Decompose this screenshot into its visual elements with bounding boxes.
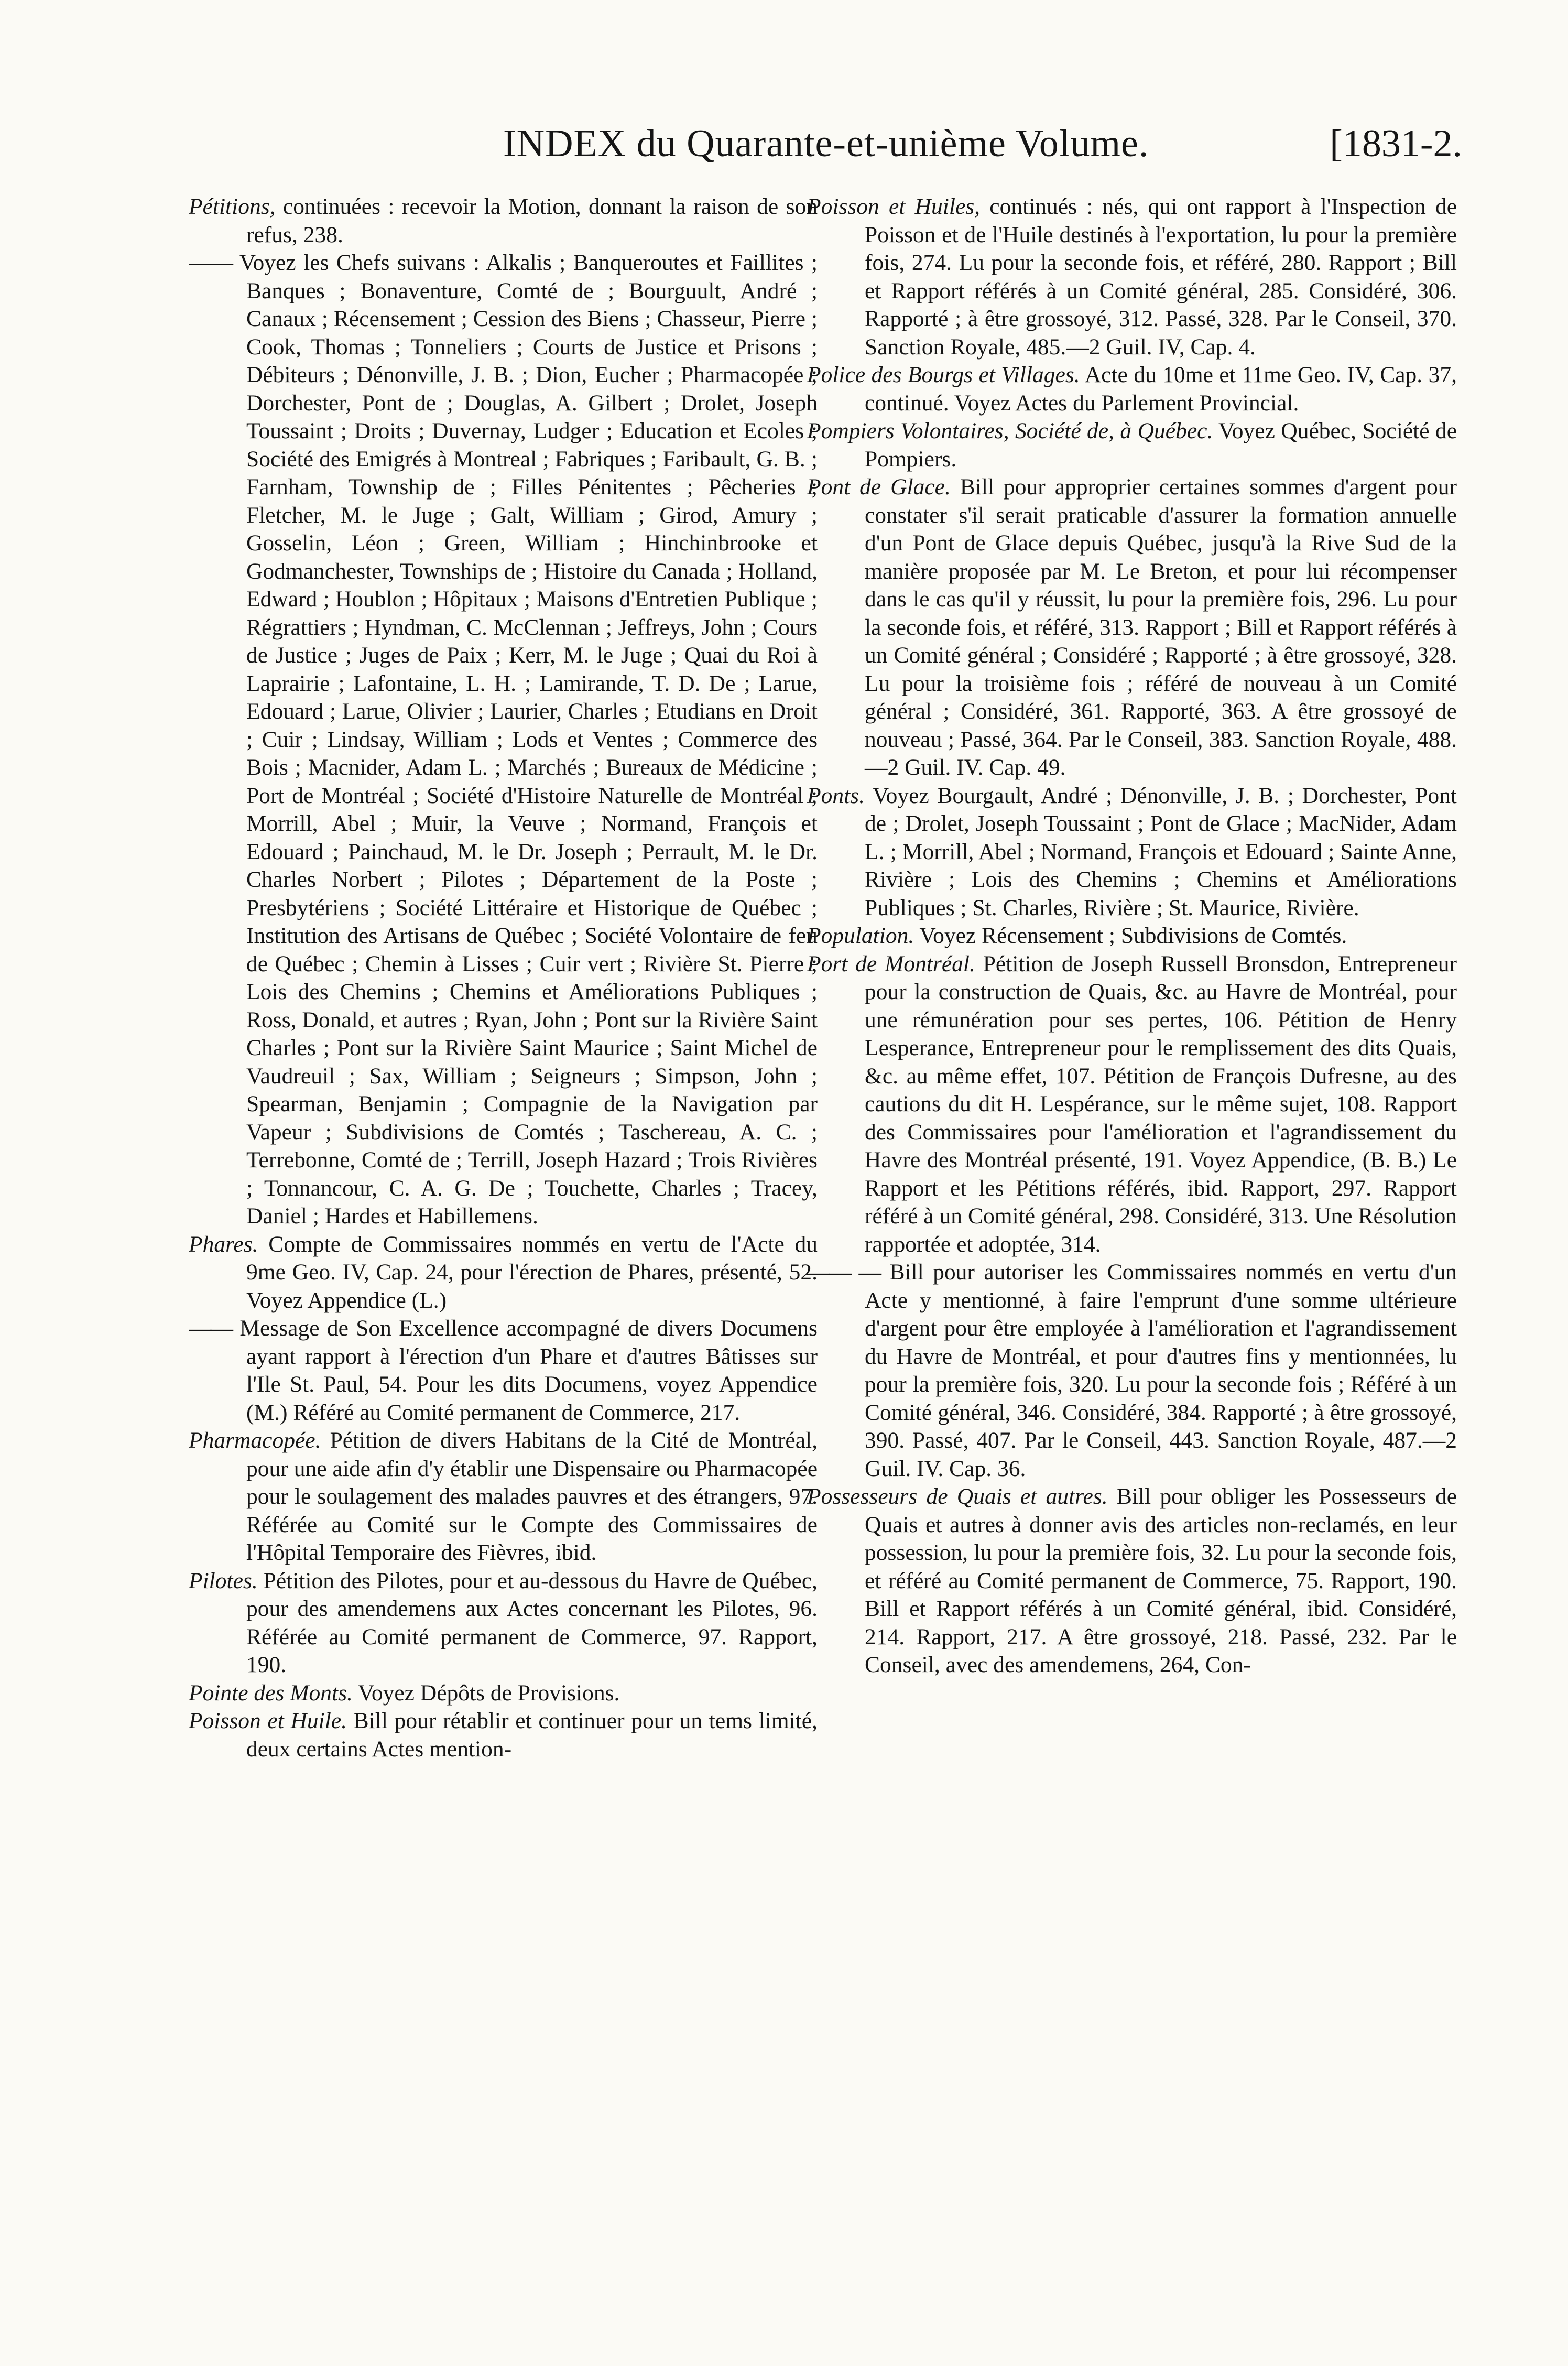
entry-head: Police des Bourgs et Villages. — [807, 362, 1080, 387]
entry-head: Possesseurs de Quais et autres. — [807, 1484, 1108, 1509]
index-entry — [189, 1707, 818, 1763]
left-column — [189, 193, 818, 2321]
entry-head: Population. — [807, 923, 914, 948]
entry-head: Port de Montréal. — [807, 951, 975, 976]
index-entry — [189, 1231, 818, 1315]
index-entry — [807, 922, 1457, 950]
entry-text: Voyez Québec, Société de Pompiers. — [865, 418, 1457, 472]
index-entry — [189, 1567, 818, 1679]
entry-head: Pétitions, — [189, 194, 276, 219]
entry-text: Acte du 10me et 11me Geo. IV, Cap. 37, continué. Voyez Actes du Parlement Provincial. — [865, 362, 1457, 416]
entry-text: Pétition de Joseph Russell Bronsdon, Entrepreneur pour la construction de Quais, &c. au Havre de Montréal, pour une rémunération pour ses pertes, 106. Pétition de Henry Lesperance, Entrepreneur pour le remplissement des dits Quais, &c. au même effet, 107. Pétition de François Dufresne, au des cautions du dit H. Lespérance, sur le même sujet, 108. Rapport des Commissaires pour l'amélioration et l'agrandissement du Havre des Montréal présenté, 191. Voyez Appendice, (B. B.) Le Rapport et les Pétitions référés, ibid. Rapport, 297. Rapport référé à un Comité général, 298. Considéré, 313. Une Résolution rapportée et adoptée, 314. — [865, 951, 1457, 1257]
index-entry — [807, 361, 1457, 417]
entry-text: Bill pour approprier certaines sommes d'argent pour constater s'il serait praticable d'assurer la formation annuelle d'un Pont de Glace depuis Québec, jusqu'à la Rive Sud de la manière proposée par M. Le Breton, et pour lui récompenser dans le cas qu'il y réussit, lu pour la première fois, 296. Lu pour la seconde fois, et référé, 313. Rapport ; Bill et Rapport référés à un Comité général ; Considéré ; Rapporté ; à être grossoyé, 328. Lu pour la troisième fois ; référé de nouveau à un Comité général ; Considéré, 361. Rapporté, 363. A être grossoyé de nouveau ; Passé, 364. Par le Conseil, 383. Sanction Royale, 488.—2 Guil. IV. Cap. 49. — [865, 474, 1457, 780]
entry-head: Poisson et Huile. — [189, 1708, 347, 1733]
entry-head: Pointe des Monts. — [189, 1680, 353, 1706]
entry-text: Voyez Récensement ; Subdivisions de Comtés. — [919, 923, 1347, 948]
entry-head: Pilotes. — [189, 1568, 258, 1593]
entry-head: Pompiers Volontaires, Société de, à Québec. — [807, 418, 1213, 443]
entry-dash: —— — [189, 250, 232, 275]
right-column — [807, 193, 1457, 2321]
index-entry — [807, 1483, 1457, 1679]
page-title: INDEX du Quarante-et-unième Volume. — [503, 122, 1149, 165]
entry-text: Bill pour rétablir et continuer pour un tems limité, deux certains Actes mention- — [246, 1708, 818, 1762]
entry-text: continuées : recevoir la Motion, donnant la raison de son refus, 238. — [246, 194, 818, 247]
entry-text: Message de Son Excellence accompagné de divers Documens ayant rapport à l'érection d'un Phare et d'autres Bâtisses sur l'Ile St. Paul, 54. Pour les dits Documens, voyez Appendice (M.) Référé au Comité permanent de Commerce, 217. — [239, 1316, 818, 1425]
index-entry — [189, 1679, 818, 1708]
entry-text: Voyez Dépôts de Provisions. — [358, 1680, 620, 1706]
index-entry — [189, 249, 818, 1231]
entry-text: Voyez les Chefs suivans : Alkalis ; Banqueroutes et Faillites ; Banques ; Bonaventure, Comté de ; Bourguult, André ; Canaux ; Récensement ; Cession des Biens ; Chasseur, Pierre ; Cook, Thomas ; Tonneliers ; Courts de Justice et Prisons ; Débiteurs ; Dénonville, J. B. ; Dion, Eucher ; Pharmacopée ; Dorchester, Pont de ; Douglas, A. Gilbert ; Drolet, Joseph Toussaint ; Droits ; Duvernay, Ludger ; Education et Ecoles ; Société des Emigrés à Montreal ; Fabriques ; Faribault, G. B. ; Farnham, Township de ; Filles Pénitentes ; Pêcheries ; Fletcher, M. le Juge ; Galt, William ; Girod, Amury ; Gosselin, Léon ; Green, William ; Hinchinbrooke et Godmanchester, Townships de ; Histoire du Canada ; Holland, Edward ; Houblon ; Hôpitaux ; Maisons d'Entretien Publique ; Régrattiers ; Hyndman, C. McClennan ; Jeffreys, John ; Cours de Justice ; Juges de Paix ; Kerr, M. le Juge ; Quai du Roi à Laprairie ; Lafontaine, L. H. ; Lamirande, T. D. De ; Larue, Edouard ; Larue, Olivier ; Laurier, Charles ; Etudians en Droit ; Cuir ; Lindsay, William ; Lods et Ventes ; Commerce des Bois ; Macnider, Adam L. ; Marchés ; Bureaux de Médicine ; Port de Montréal ; Société d'Histoire Naturelle de Montréal ; Morrill, Abel ; Muir, la Veuve ; Normand, François et Edouard ; Painchaud, M. le Dr. Joseph ; Perrault, M. le Dr. Charles Norbert ; Pilotes ; Département de la Poste ; Presbytériens ; Société Littéraire et Historique de Québec ; Institution des Artisans de Québec ; Société Volontaire de feu de Québec ; Chemin à Lisses ; Cuir vert ; Rivière St. Pierre ; Lois des Chemins ; Chemins et Améliorations Publiques ; Ross, Donald, et autres ; Ryan, John ; Pont sur la Rivière Saint Charles ; Pont sur la Rivière Saint Maurice ; Saint Michel de Vaudreuil ; Sax, William ; Seigneurs ; Simpson, John ; Spearman, Benjamin ; Compagnie de la Navigation par Vapeur ; Subdivisions de Comtés ; Taschereau, A. C. ; Terrebonne, Comté de ; Terrill, Joseph Hazard ; Trois Rivières ; Tonnancour, C. A. G. De ; Touchette, Charles ; Tracey, Daniel ; Hardes et Habillemens. — [239, 250, 818, 1229]
entry-head: Ponts. — [807, 783, 865, 808]
index-entry — [189, 1427, 818, 1567]
index-entry — [807, 193, 1457, 361]
entry-text: Bill pour autoriser les Commissaires nommés en vertu d'un Acte y mentionné, à faire l'emprunt d'une somme ultérieure d'argent pour être employée à l'amélioration et l'agrandissement du Havre de Montréal, et pour d'autres fins y mentionnées, lu pour la première fois, 320. Lu pour la seconde fois ; Référé à un Comité général, 346. Considéré, 384. Rapporté ; à être grossoyé, 390. Passé, 407. Par le Conseil, 443. Sanction Royale, 487.—2 Guil. IV. Cap. 36. — [865, 1260, 1457, 1481]
entry-text: continués : nés, qui ont rapport à l'Inspection de Poisson et de l'Huile destinés à l'exportation, lu pour la première fois, 274. Lu pour la seconde fois, et référé, 280. Rapport ; Bill et Rapport référés à un Comité général, 285. Considéré, 306. Rapporté ; à être grossoyé, 312. Passé, 328. Par le Conseil, 370. Sanction Royale, 485.—2 Guil. IV, Cap. 4. — [865, 194, 1457, 360]
index-entry — [807, 950, 1457, 1259]
page-header — [503, 122, 1462, 179]
entry-head: Pharmacopée. — [189, 1428, 321, 1453]
index-entry — [807, 473, 1457, 782]
entry-text: Pétition de divers Habitans de la Cité de Montréal, pour une aide afin d'y établir une Dispensaire ou Pharmacopée pour le soulagement des malades pauvres et des étrangers, 97. Référée au Comité sur le Compte des Commissaires de l'Hôpital Temporaire des Fièvres, ibid. — [246, 1428, 818, 1565]
index-entry — [189, 1315, 818, 1427]
entry-text: Bill pour obliger les Possesseurs de Quais et autres à donner avis des articles non-reclamés, en leur possession, lu pour la première fois, 32. Lu pour la seconde fois, et référé au Comité permanent de Commerce, 75. Rapport, 190. Bill et Rapport référés à un Comité général, ibid. Considéré, 214. Rapport, 217. A être grossoyé, 218. Passé, 232. Par le Conseil, avec des amendemens, 264, Con- — [865, 1484, 1457, 1677]
index-entry — [807, 1258, 1457, 1483]
entry-head: Pont de Glace. — [807, 474, 951, 500]
entry-dash: —— — [189, 1316, 232, 1341]
entry-text: Compte de Commissaires nommés en vertu de l'Acte du 9me Geo. IV, Cap. 24, pour l'érection de Phares, présenté, 52. Voyez Appendice (L.) — [246, 1231, 818, 1313]
entry-text: Pétition des Pilotes, pour et au-dessous du Havre de Québec, pour des amendemens aux Actes concernant les Pilotes, 96. Référée au Comité permanent de Commerce, 97. Rapport, 190. — [246, 1568, 818, 1677]
index-entry — [189, 193, 818, 249]
index-entry — [807, 782, 1457, 922]
index-entry — [807, 417, 1457, 473]
entry-head: Poisson et Huiles, — [807, 194, 981, 219]
entry-text: Voyez Bourgault, André ; Dénonville, J. B. ; Dorchester, Pont de ; Drolet, Joseph Toussaint ; Pont de Glace ; MacNider, Adam L. ; Morrill, Abel ; Normand, François et Edouard ; Sainte Anne, Rivière ; Lois des Chemins ; Chemins et Améliorations Publiques ; St. Charles, Rivière ; St. Maurice, Rivière. — [865, 783, 1457, 920]
entry-dash: —— — — [807, 1260, 880, 1285]
entry-head: Phares. — [189, 1231, 258, 1257]
page-year: [1831-2. — [1330, 122, 1462, 165]
